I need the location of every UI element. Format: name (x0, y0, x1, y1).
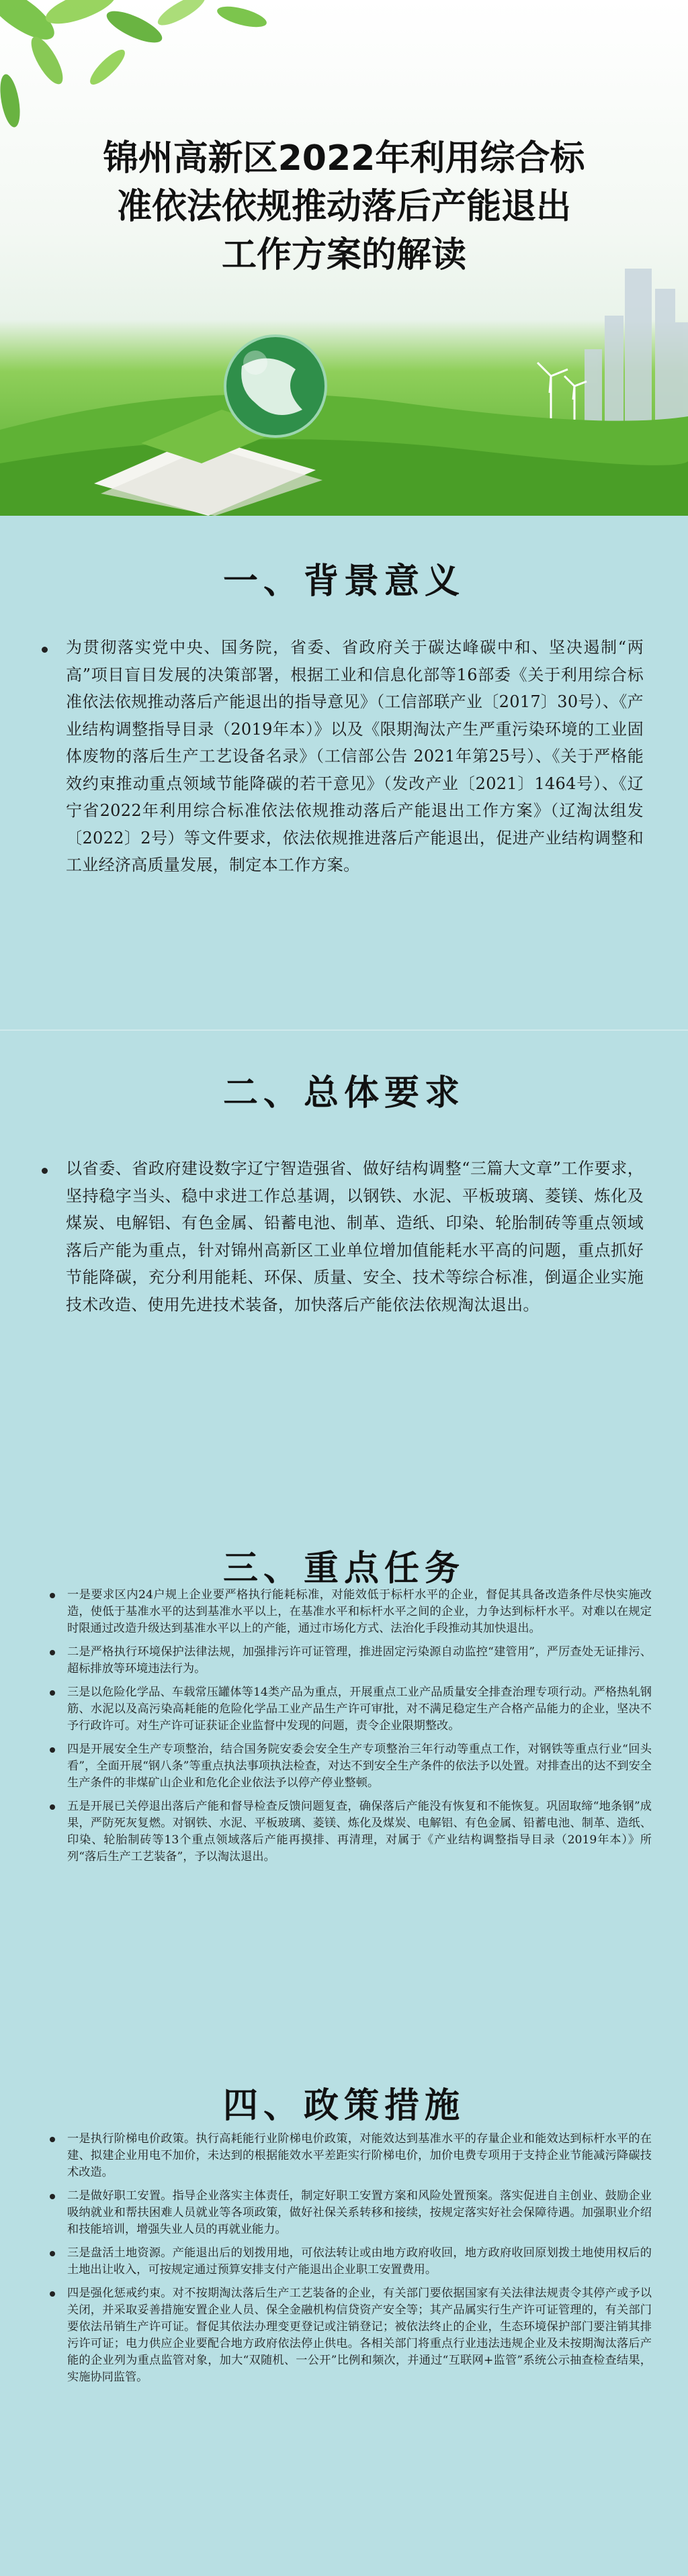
list-item: 四是强化惩戒约束。对不按期淘汰落后生产工艺装备的企业，有关部门要依据国家有关法律法规责令其停产或予以关闭，并采取妥善措施安置企业人员、保全金融机构信贷资产安全等；其产品属实行生产许可证管理的，有关部门要依法吊销生产许可证。督促其依法办理变更登记或注销登记；被依法终止的企业，生态环境保护部门要注销其排污许可证；电力供应企业要配合地方政府依法停止供电。各相关部门将重点行业违法违规企业及未按期淘汰落后产能的企业列为重点监管对象，加大“双随机、一公开”比例和频次，并通过“互联网+监管”系统公示抽查检查结果，实施协同监管。 (47, 2285, 652, 2386)
section-heading: 二、总体要求 (222, 1072, 465, 1113)
list-item: 一是要求区内24户规上企业要严格执行能耗标准，对能效低于标杆水平的企业，督促其具备改造条件尽快实施改造，使低于基准水平的达到基准水平以上，在基准水平和标杆水平之间的企业，力争达到标杆水平。对难以在规定时限通过改造升级达到基准水平以上的产能，通过市场化方式、法治化手段推动其加快退出。 (47, 1587, 652, 1637)
hero-banner (0, 0, 688, 516)
bullet-icon (50, 2137, 55, 2142)
section-general-requirements (0, 1029, 688, 1541)
bullet-icon (50, 1650, 55, 1655)
list-item: 三是盘活土地资源。产能退出后的划拨用地，可依法转让或由地方政府收回，地方政府收回原划拨土地使用权后的土地出让收入，可按规定通过预算安排支付产能退出企业职工安置费用。 (47, 2245, 652, 2279)
bullet-icon (50, 1804, 55, 1810)
bullet-icon (50, 2251, 55, 2256)
bullet-icon (50, 2291, 55, 2297)
section-heading: 四、政策措施 (222, 2085, 465, 2126)
bullet-icon (50, 1593, 55, 1598)
task-list (47, 1587, 652, 1872)
list-item: 二是做好职工安置。指导企业落实主体责任，制定好职工安置方案和风险处置预案。落实促进自主创业、鼓励企业吸纳就业和帮扶困难人员就业等各项政策，做好社保关系转移和接续，按规定落实好社会保障待遇。加强职业介绍和技能培训，增强失业人员的再就业能力。 (47, 2188, 652, 2238)
title-line-3: 工作方案的解读 (221, 235, 466, 275)
section-paragraph: 以省委、省政府建设数字辽宁智造强省、做好结构调整“三篇大文章”工作要求，坚持稳字当头、稳中求进工作总基调，以钢铁、水泥、平板玻璃、菱镁、炼化及煤炭、电解铝、有色金属、铅蓄电池、制革、造纸、印染、轮胎制砖等重点领域落后产能为重点，针对锦州高新区工业单位增加值能耗水平高的问题，重点抓好节能降碳，充分利用能耗、环保、质量、安全、技术等综合标准，倒逼企业实施技术改造、使用先进技术装备，加快落后产能依法依规淘汰退出。 (66, 1159, 644, 1314)
bullet-icon (42, 647, 48, 653)
bullet-icon (50, 1690, 55, 1696)
list-item: 四是开展安全生产专项整治，结合国务院安委会安全生产专项整治三年行动等重点工作，对钢铁等重点行业“回头看”，全面开展“钢八条”等重点执法事项执法检查，对达不到安全生产条件的依法予以处置。对排查出的达不到安全生产条件的非煤矿山企业和危化企业依法予以停产停业整顿。 (47, 1741, 652, 1792)
bullet-icon (50, 1747, 55, 1753)
title-line-2: 准依法依规推动落后产能退出 (116, 187, 571, 227)
section-background (0, 516, 688, 1029)
section-heading: 三、重点任务 (222, 1548, 465, 1589)
section-paragraph: 为贯彻落实党中央、国务院，省委、省政府关于碳达峰碳中和、坚决遏制“两高”项目盲目发展的决策部署，根据工业和信息化部等16部委《关于利用综合标准依法依规推动落后产能退出的指导意见》（工信部联产业〔2017〕30号）、《产业结构调整指导目录（2019年本）》以及《限期淘汰产生严重污染环境的工业固体废物的落后生产工艺设备名录》（工信部公告 2021年第25号）、《关于严格能效约束推动重点领域节能降碳的若干意见》（发改产业〔2021〕1464号）、《辽宁省2022年利用综合标准依法依规推动落后产能退出工作方案》（辽淘汰组发〔2022〕2号）等文件要求，依法依规推进落后产能退出，促进产业结构调整和工业经济高质量发展，制定本工作方案。 (66, 638, 644, 874)
list-item: 二是严格执行环境保护法律法规，加强排污许可证管理，推进固定污染源自动监控“建管用”，严厉查处无证排污、超标排放等环境违法行为。 (47, 1644, 652, 1677)
title-line-1: 锦州高新区2022年利用综合标 (103, 138, 585, 179)
bullet-icon (42, 1168, 48, 1174)
measure-list (47, 2131, 652, 2393)
section-heading: 一、背景意义 (222, 561, 465, 602)
document-title (40, 134, 648, 279)
list-item: 一是执行阶梯电价政策。执行高耗能行业阶梯电价政策，对能效达到基准水平的存量企业和能效达到标杆水平的在建、拟建企业用电不加价，未达到的根据能效水平差距实行阶梯电价，加价电费专项用于支持企业节能减污降碳技术改造。 (47, 2131, 652, 2181)
section-key-tasks (0, 1540, 688, 2057)
list-item: 五是开展已关停退出落后产能和督导检查反馈问题复查，确保落后产能没有恢复和不能恢复。巩固取缔“地条钢”成果，严防死灰复燃。对钢铁、水泥、平板玻璃、菱镁、炼化及煤炭、电解铝、有色金属、铅蓄电池、制革、造纸、印染、轮胎制砖等13个重点领域落后产能再摸排、再清理，对属于《产业结构调整指导目录（2019年本）》所列“落后生产工艺装备”，予以淘汰退出。 (47, 1798, 652, 1866)
section-policy-measures (0, 2057, 688, 2576)
bullet-icon (50, 2194, 55, 2199)
list-item: 三是以危险化学品、车载常压罐体等14类产品为重点，开展重点工业产品质量安全排查治理专项行动。严格热轧钢筋、水泥以及高污染高耗能的危险化学品工业产品生产许可审批，对不满足稳定生产合格产品能力的企业，坚决不予行政许可。对生产许可证获证企业监督中发现的问题，责令企业限期整改。 (47, 1684, 652, 1735)
